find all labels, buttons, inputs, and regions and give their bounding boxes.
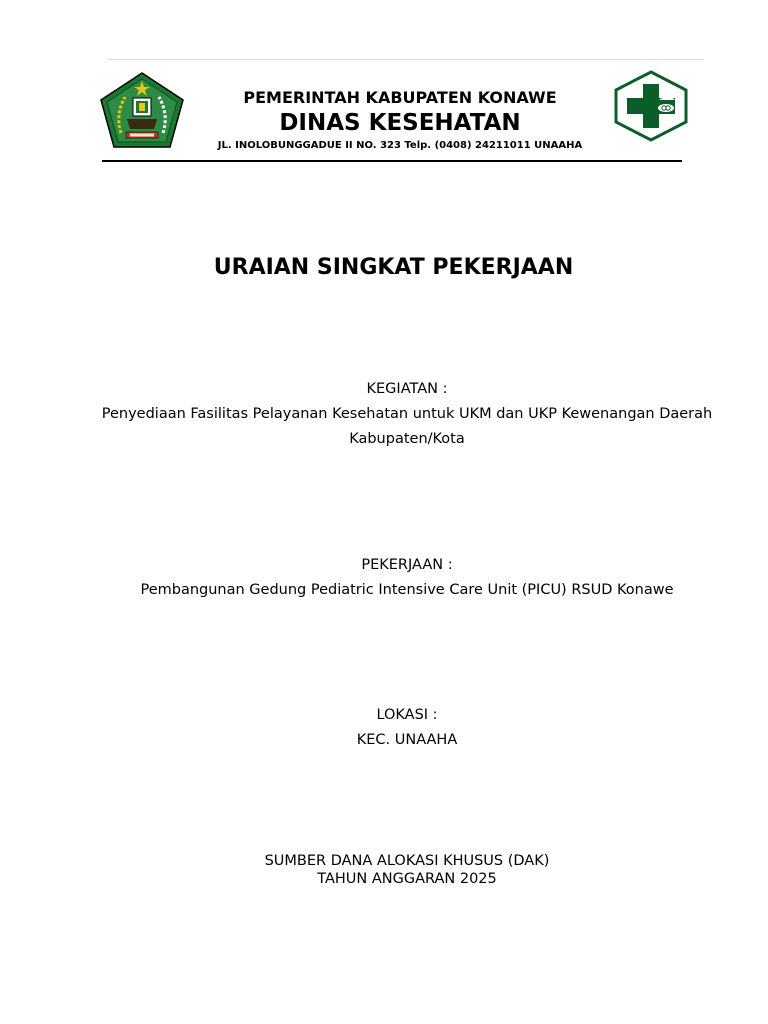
kegiatan-label: KEGIATAN : <box>366 381 448 397</box>
top-divider <box>108 59 704 60</box>
lokasi-label: LOKASI : <box>376 707 438 723</box>
lokasi-value: KEC. UNAAHA <box>356 732 458 748</box>
address-line: JL. INOLOBUNGGADUE II NO. 323 Telp. (0408) 24211011 UNAAHA <box>217 140 583 151</box>
kegiatan-value-line2: Kabupaten/Kota <box>349 431 465 447</box>
document-title: URAIAN SINGKAT PEKERJAAN <box>213 255 574 280</box>
department-name: DINAS KESEHATAN <box>279 110 521 136</box>
funding-source: SUMBER DANA ALOKASI KHUSUS (DAK) <box>264 853 550 869</box>
fiscal-year: TAHUN ANGGARAN 2025 <box>317 871 497 887</box>
pekerjaan-label: PEKERJAAN : <box>361 557 453 573</box>
letterhead-divider <box>102 160 682 162</box>
health-cross-emblem-icon <box>613 70 689 142</box>
kegiatan-value-line1: Penyediaan Fasilitas Pelayanan Kesehatan untuk UKM dan UKP Kewenangan Daerah <box>101 406 713 422</box>
konawe-regency-emblem-icon <box>99 71 185 149</box>
pekerjaan-value: Pembangunan Gedung Pediatric Intensive Care Unit (PICU) RSUD Konawe <box>140 582 674 598</box>
government-name: PEMERINTAH KABUPATEN KONAWE <box>243 88 557 107</box>
